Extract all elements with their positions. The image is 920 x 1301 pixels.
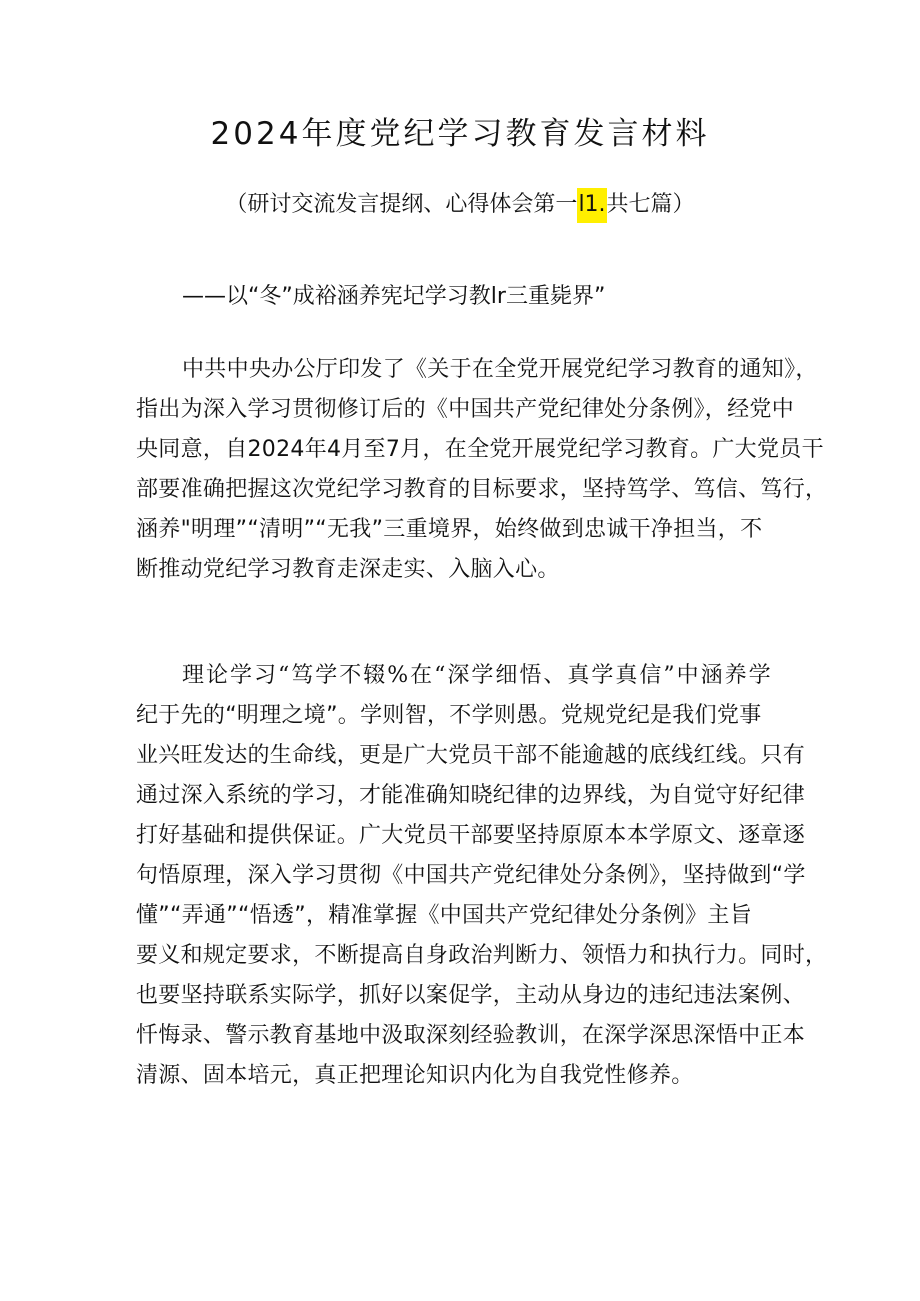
- highlighted-text: l1.: [577, 188, 606, 223]
- paragraph-line: 清源、固本培元，真正把理论知识内化为自我党性修养。: [136, 1063, 694, 1088]
- paragraph-line: 央同意，自2024年4月至7月，在全党开展党纪学习教育。广大党员干: [136, 437, 824, 462]
- paragraph-2: [136, 656, 828, 1096]
- paragraph-line: 断推动党纪学习教育走深走实、入脑入心。: [136, 557, 560, 582]
- paragraph-line: 业兴旺发达的生命线，更是广大党员干部不能逾越的底线红线。只有: [136, 743, 806, 768]
- subtitle-text-end: 共七篇）: [606, 192, 695, 217]
- document-subtitle: [0, 188, 920, 222]
- paragraph-line: 打好基础和提供保证。广大党员干部要坚持原原本本学原文、逐章逐: [136, 823, 806, 848]
- paragraph-line: 理论学习“笃学不辍%在“深学细悟、真学真信”中涵养学: [182, 663, 773, 688]
- paragraph-line: 要义和规定要求，不断提高自身政治判断力、领悟力和执行力。同时，: [136, 943, 828, 968]
- paragraph-line: 纪于先的“明理之境”。学则智，不学则愚。党规党纪是我们党事: [136, 703, 762, 728]
- paragraph-line: 中共中央办公厅印发了《关于在全党开展党纪学习教育的通知》，: [182, 357, 818, 382]
- subtitle-text-start: （研讨交流发言提纲、心得体会第一: [225, 192, 578, 217]
- paragraph-line: 部要准确把握这次党纪学习教育的目标要求，坚持笃学、笃信、笃行，: [136, 477, 828, 502]
- paragraph-1: [136, 350, 828, 590]
- paragraph-line: 涵养"明理”“清明”“无我”三重境界，始终做到忠诚干净担当，不: [136, 517, 763, 542]
- paragraph-line: 指出为深入学习贯彻修订后的《中国共产党纪律处分条例》，经党中: [136, 397, 795, 422]
- document-title: 2024年度党纪学习教育发言材料: [210, 116, 710, 152]
- paragraph-line: 也要坚持联系实际学，抓好以案促学，主动从身边的违纪违法案例、: [136, 983, 806, 1008]
- paragraph-line: 通过深入系统的学习，才能准确知晓纪律的边界线，为自觉守好纪律: [136, 783, 806, 808]
- paragraph-line: 忏悔录、警示教育基地中汲取深刻经验教训，在深学深思深悟中正本: [136, 1023, 806, 1048]
- paragraph-line: 句悟原理，深入学习贯彻《中国共产党纪律处分条例》，坚持做到“学: [136, 863, 806, 888]
- epigraph-line: ——以“冬”成裕涵养宪圮学习教lr三重毙界”: [182, 284, 606, 309]
- paragraph-line: 懂”“弄通”“悟透”，精准掌握《中国共产党纪律处分条例》主旨: [136, 903, 752, 928]
